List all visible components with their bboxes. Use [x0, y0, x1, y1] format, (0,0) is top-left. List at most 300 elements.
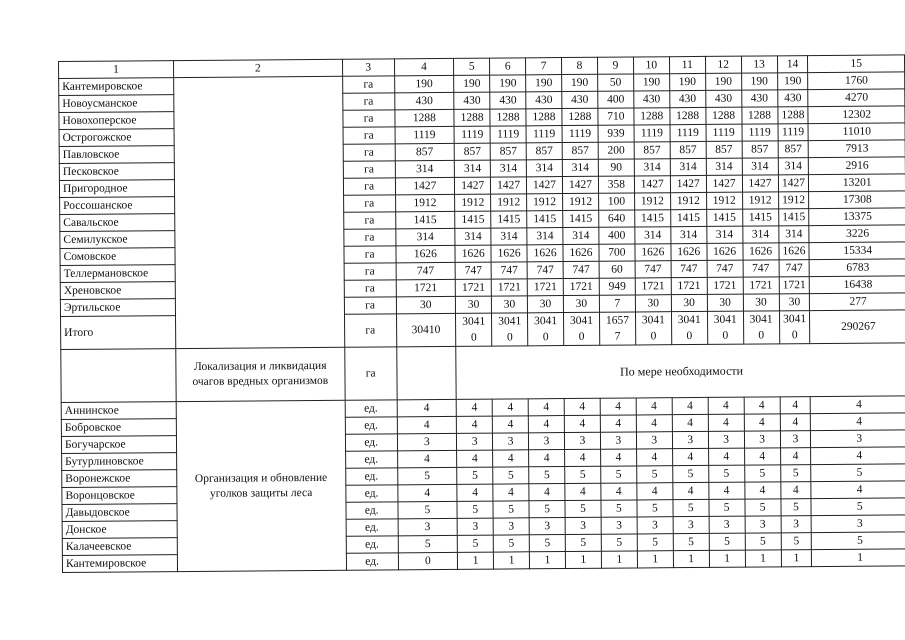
value-cell: 857	[490, 143, 526, 160]
value-cell: 4	[708, 414, 744, 431]
value-cell: 3	[493, 518, 529, 535]
value-cell: 314	[742, 226, 778, 243]
value-cell: 1626	[527, 245, 563, 262]
localization-name-blank	[61, 349, 176, 403]
value-cell: 1415	[491, 211, 527, 228]
value-cell: 314	[490, 160, 526, 177]
value-cell: 1	[709, 550, 745, 567]
value-cell: 430	[705, 90, 741, 107]
value-cell: 3	[672, 431, 708, 448]
value-cell: 6783	[810, 259, 905, 277]
value-cell: 5	[673, 499, 709, 516]
unit-cell: ед.	[346, 519, 398, 536]
value-cell: 1119	[742, 124, 778, 141]
value-cell: 1	[812, 549, 905, 567]
value-cell: 190	[562, 74, 598, 91]
value-cell: 30	[635, 295, 671, 312]
value-cell: 3	[780, 431, 811, 448]
value-cell: 4	[565, 449, 601, 466]
value-cell: 13375	[809, 208, 905, 226]
value-cell: 4	[744, 414, 780, 431]
value-cell: 1626	[491, 245, 527, 262]
col-header-9: 9	[597, 57, 633, 74]
value-cell: 190	[454, 75, 490, 92]
value-cell: 4	[780, 397, 811, 414]
value-cell: 1119	[670, 124, 706, 141]
value-cell: 30	[563, 295, 599, 312]
value-cell: 4	[564, 398, 600, 415]
value-cell: 1415	[742, 209, 778, 226]
value-cell: 857	[395, 143, 455, 160]
value-cell: 1119	[634, 125, 670, 142]
value-cell: 4	[708, 397, 744, 414]
col-header-7: 7	[526, 58, 562, 75]
value-cell: 90	[598, 159, 634, 176]
value-cell: 5	[529, 501, 565, 518]
value-cell: 1721	[707, 277, 743, 294]
value-cell: 1912	[491, 194, 527, 211]
value-cell: 747	[491, 262, 527, 279]
unit-cell: ед.	[345, 417, 397, 434]
value-cell: 30	[743, 294, 779, 311]
value-cell: 1721	[491, 279, 527, 296]
value-cell: 3	[564, 432, 600, 449]
value-cell: 190	[705, 73, 741, 90]
value-cell: 1626	[707, 243, 743, 260]
value-cell: 1288	[741, 107, 777, 124]
value-cell: 5	[529, 535, 565, 552]
value-cell: 5	[493, 501, 529, 518]
value-cell: 4	[672, 448, 708, 465]
value-cell: 1	[494, 552, 530, 569]
value-cell: 1288	[526, 109, 562, 126]
col-header-14: 14	[777, 56, 808, 73]
value-cell: 400	[599, 227, 635, 244]
value-cell: 3	[708, 431, 744, 448]
value-cell: 200	[598, 142, 634, 159]
total-value: 3041 0	[528, 313, 564, 346]
forestry-name: Богучарское	[61, 436, 176, 454]
value-cell: 4	[672, 414, 708, 431]
value-cell: 5	[601, 500, 637, 517]
value-cell: 4	[744, 448, 780, 465]
forestry-name: Савальское	[60, 214, 175, 232]
value-cell: 4	[397, 484, 457, 501]
value-cell: 314	[527, 228, 563, 245]
value-cell: 710	[598, 108, 634, 125]
value-cell: 857	[634, 142, 670, 159]
forestry-name: Теллермановское	[60, 265, 175, 283]
value-cell: 190	[394, 75, 454, 92]
value-cell: 60	[599, 261, 635, 278]
value-cell: 857	[742, 141, 778, 158]
value-cell: 314	[671, 226, 707, 243]
value-cell: 700	[599, 244, 635, 261]
value-cell: 4	[600, 449, 636, 466]
value-cell: 3	[565, 517, 601, 534]
value-cell: 1288	[454, 109, 490, 126]
value-cell: 3	[781, 516, 812, 533]
unit-cell: га	[343, 144, 395, 161]
forestry-name: Эртильское	[60, 299, 175, 317]
value-cell: 4	[811, 413, 905, 431]
forestry-name: Бутурлиновское	[62, 453, 177, 471]
value-cell: 857	[526, 143, 562, 160]
value-cell: 1721	[563, 278, 599, 295]
col-header-6: 6	[490, 58, 526, 75]
value-cell: 3226	[809, 225, 905, 243]
value-cell: 1415	[706, 209, 742, 226]
value-cell: 4	[637, 483, 673, 500]
value-cell: 4	[492, 416, 528, 433]
value-cell: 430	[741, 90, 777, 107]
value-cell: 190	[526, 75, 562, 92]
value-cell: 5	[565, 534, 601, 551]
value-cell: 1	[781, 550, 812, 567]
value-cell: 1119	[562, 125, 598, 142]
value-cell: 3	[601, 517, 637, 534]
unit-cell: га	[343, 127, 395, 144]
value-cell: 7	[599, 295, 635, 312]
value-cell: 314	[706, 226, 742, 243]
value-cell: 314	[635, 227, 671, 244]
value-cell: 1427	[742, 175, 778, 192]
value-cell: 30	[707, 294, 743, 311]
value-cell: 12302	[808, 106, 905, 124]
value-cell: 747	[455, 262, 491, 279]
value-cell: 1288	[706, 107, 742, 124]
value-cell: 1119	[395, 126, 455, 143]
value-cell: 100	[598, 193, 634, 210]
value-cell: 4	[457, 450, 493, 467]
unit-cell: ед.	[346, 553, 398, 570]
value-cell: 4	[708, 448, 744, 465]
value-cell: 30	[779, 294, 810, 311]
value-cell: 5	[457, 535, 493, 552]
value-cell: 4	[636, 415, 672, 432]
value-cell: 1427	[455, 177, 491, 194]
value-cell: 1119	[490, 126, 526, 143]
total-value: 3041 0	[492, 313, 528, 346]
value-cell: 1721	[455, 279, 491, 296]
value-cell: 190	[669, 73, 705, 90]
unit-cell: га	[344, 246, 396, 263]
value-cell: 4	[529, 484, 565, 501]
value-cell: 430	[526, 92, 562, 109]
value-cell: 314	[706, 158, 742, 175]
unit-cell: ед.	[346, 502, 398, 519]
value-cell: 1912	[634, 193, 670, 210]
unit-cell: га	[344, 229, 396, 246]
value-cell: 4	[528, 399, 564, 416]
value-cell: 3	[744, 431, 780, 448]
forestry-name: Донское	[62, 521, 177, 539]
value-cell: 190	[741, 73, 777, 90]
value-cell: 747	[527, 262, 563, 279]
table-body	[59, 72, 905, 573]
value-cell: 5	[398, 535, 458, 552]
localization-blank	[396, 346, 456, 399]
value-cell: 4	[529, 450, 565, 467]
value-cell: 1721	[635, 278, 671, 295]
value-cell: 1	[637, 551, 673, 568]
value-cell: 5	[601, 466, 637, 483]
value-cell: 1721	[743, 277, 779, 294]
value-cell: 5	[637, 466, 673, 483]
value-cell: 4	[780, 448, 811, 465]
value-cell: 3	[457, 433, 493, 450]
forestry-name: Кантемировское	[59, 78, 174, 96]
value-cell: 1427	[670, 175, 706, 192]
forestry-name: Аннинское	[61, 402, 176, 420]
col-header-13: 13	[741, 56, 777, 73]
forestry-name: Острогожское	[59, 129, 174, 147]
col-header-10: 10	[633, 57, 669, 74]
value-cell: 4	[457, 484, 493, 501]
value-cell: 1415	[670, 209, 706, 226]
value-cell: 30	[396, 296, 456, 313]
value-cell: 1288	[777, 107, 808, 124]
value-cell: 1	[745, 550, 781, 567]
value-cell: 4	[600, 415, 636, 432]
forestry-name: Воронцовское	[62, 487, 177, 505]
value-cell: 190	[490, 75, 526, 92]
value-cell: 4	[397, 450, 457, 467]
value-cell: 1288	[634, 108, 670, 125]
unit-cell: га	[344, 280, 396, 297]
value-cell: 190	[633, 74, 669, 91]
value-cell: 430	[562, 91, 598, 108]
value-cell: 30	[492, 296, 528, 313]
value-cell: 5	[708, 465, 744, 482]
value-cell: 1288	[670, 107, 706, 124]
value-cell: 4	[811, 481, 905, 499]
forestry-name: Воронежское	[62, 470, 177, 488]
value-cell: 5	[397, 501, 457, 518]
forestry-name: Калачеевское	[62, 538, 177, 556]
value-cell: 747	[707, 260, 743, 277]
value-cell: 747	[671, 260, 707, 277]
value-cell: 5	[780, 499, 811, 516]
value-cell: 1626	[635, 244, 671, 261]
value-cell: 1119	[454, 126, 490, 143]
total-value: 30410	[396, 313, 456, 346]
value-cell: 430	[634, 91, 670, 108]
value-cell: 5	[745, 499, 781, 516]
col-header-4: 4	[394, 58, 454, 75]
forest-protection-table	[58, 54, 905, 573]
value-cell: 1119	[706, 124, 742, 141]
value-cell: 1	[565, 551, 601, 568]
value-cell: 747	[563, 261, 599, 278]
forestry-name: Хреновское	[60, 282, 175, 300]
value-cell: 430	[777, 90, 808, 107]
value-cell: 5	[744, 465, 780, 482]
value-cell: 1288	[490, 109, 526, 126]
value-cell: 1912	[527, 194, 563, 211]
total-value: 3041 0	[456, 313, 492, 346]
value-cell: 1415	[778, 209, 809, 226]
total-value: 3041 0	[671, 311, 707, 344]
value-cell: 1626	[778, 243, 809, 260]
value-cell: 314	[670, 158, 706, 175]
value-cell: 5	[673, 533, 709, 550]
value-cell: 5	[565, 466, 601, 483]
value-cell: 1288	[394, 109, 454, 126]
forestry-name: Новоусманское	[59, 95, 174, 113]
value-cell: 314	[455, 160, 491, 177]
col-header-11: 11	[669, 56, 705, 73]
value-cell: 1912	[395, 194, 455, 211]
value-cell: 1	[673, 550, 709, 567]
value-cell: 314	[742, 158, 778, 175]
unit-cell: га	[342, 76, 394, 93]
value-cell: 11010	[808, 123, 905, 141]
unit-cell: га	[343, 93, 395, 110]
unit-cell: га	[344, 212, 396, 229]
value-cell: 314	[395, 160, 455, 177]
forestry-name: Давыдовское	[62, 504, 177, 522]
value-cell: 3	[709, 516, 745, 533]
col-header-15: 15	[808, 55, 905, 73]
value-cell: 5	[493, 535, 529, 552]
value-cell: 430	[394, 92, 454, 109]
value-cell: 857	[454, 143, 490, 160]
forestry-name: Сомовское	[60, 248, 175, 266]
value-cell: 3	[637, 517, 673, 534]
total-value: 3041 0	[743, 311, 779, 344]
unit-cell: га	[343, 178, 395, 195]
value-cell: 4	[780, 482, 811, 499]
value-cell: 1721	[396, 279, 456, 296]
value-cell: 939	[598, 125, 634, 142]
value-cell: 1427	[706, 175, 742, 192]
value-cell: 1427	[778, 175, 809, 192]
value-cell: 3	[529, 433, 565, 450]
value-cell: 1912	[563, 193, 599, 210]
value-cell: 1415	[455, 211, 491, 228]
unit-cell: га	[345, 347, 397, 400]
value-cell: 4	[709, 482, 745, 499]
value-cell: 1427	[395, 177, 455, 194]
value-cell: 4	[493, 450, 529, 467]
value-cell: 1	[458, 552, 494, 569]
value-cell: 3	[636, 432, 672, 449]
value-cell: 3	[397, 433, 457, 450]
value-cell: 4	[673, 482, 709, 499]
value-cell: 314	[778, 226, 809, 243]
value-cell: 13201	[809, 174, 905, 192]
forestry-name: Песковское	[59, 163, 174, 181]
value-cell: 949	[599, 278, 635, 295]
value-cell: 1415	[527, 211, 563, 228]
value-cell: 4270	[808, 89, 905, 107]
total-value: 290267	[810, 310, 905, 344]
value-cell: 3	[673, 516, 709, 533]
forestry-name: Кантемировское	[62, 555, 177, 573]
value-cell: 358	[598, 176, 634, 193]
value-cell: 314	[526, 160, 562, 177]
unit-cell: га	[344, 297, 396, 314]
value-cell: 5	[637, 534, 673, 551]
value-cell: 4	[811, 396, 905, 414]
value-cell: 2916	[809, 157, 905, 175]
value-cell: 5	[457, 501, 493, 518]
value-cell: 1760	[808, 72, 905, 90]
value-cell: 5	[529, 467, 565, 484]
value-cell: 1427	[491, 177, 527, 194]
value-cell: 1912	[455, 194, 491, 211]
value-cell: 5	[811, 464, 905, 482]
unit-cell: ед.	[346, 468, 398, 485]
value-cell: 430	[490, 92, 526, 109]
value-cell: 3	[600, 432, 636, 449]
value-cell: 747	[396, 262, 456, 279]
value-cell: 4	[493, 484, 529, 501]
forestry-name: Новохоперское	[59, 112, 174, 130]
value-cell: 3	[493, 433, 529, 450]
total-label: Итого	[61, 316, 176, 350]
localization-row	[61, 343, 905, 403]
value-cell: 4	[811, 447, 905, 465]
value-cell: 1119	[526, 126, 562, 143]
col-header-5: 5	[454, 58, 490, 75]
value-cell: 314	[395, 228, 455, 245]
value-cell: 1626	[671, 243, 707, 260]
total-value: 3041 0	[635, 312, 671, 345]
value-cell: 30	[527, 296, 563, 313]
value-cell: 857	[562, 142, 598, 159]
value-cell: 747	[779, 260, 810, 277]
value-cell: 7913	[809, 140, 905, 158]
value-cell: 3	[398, 518, 458, 535]
measure-blank	[173, 76, 344, 348]
col-header-12: 12	[705, 56, 741, 73]
value-cell: 5	[397, 467, 457, 484]
value-cell: 4	[636, 398, 672, 415]
value-cell: 1427	[634, 176, 670, 193]
forestry-name: Россошанское	[60, 197, 175, 215]
col-header-1: 1	[59, 61, 174, 79]
value-cell: 3	[529, 518, 565, 535]
value-cell: 4	[397, 399, 457, 416]
col-header-2: 2	[173, 59, 342, 77]
value-cell: 1626	[395, 245, 455, 262]
value-cell: 0	[398, 552, 458, 569]
value-cell: 3	[812, 515, 905, 533]
value-cell: 747	[635, 261, 671, 278]
value-cell: 4	[744, 482, 780, 499]
value-cell: 5	[745, 533, 781, 550]
value-cell: 5	[672, 465, 708, 482]
localization-note: По мере необходимости	[456, 343, 905, 400]
value-cell: 857	[706, 141, 742, 158]
value-cell: 747	[743, 260, 779, 277]
forestry-name: Павловское	[59, 146, 174, 164]
value-cell: 4	[492, 399, 528, 416]
value-cell: 4	[636, 449, 672, 466]
value-cell: 1415	[395, 211, 455, 228]
value-cell: 5	[565, 500, 601, 517]
value-cell: 30	[456, 296, 492, 313]
value-cell: 277	[810, 293, 905, 311]
value-cell: 4	[744, 397, 780, 414]
value-cell: 857	[670, 141, 706, 158]
value-cell: 5	[781, 533, 812, 550]
value-cell: 1415	[563, 210, 599, 227]
value-cell: 640	[599, 210, 635, 227]
value-cell: 857	[778, 141, 809, 158]
